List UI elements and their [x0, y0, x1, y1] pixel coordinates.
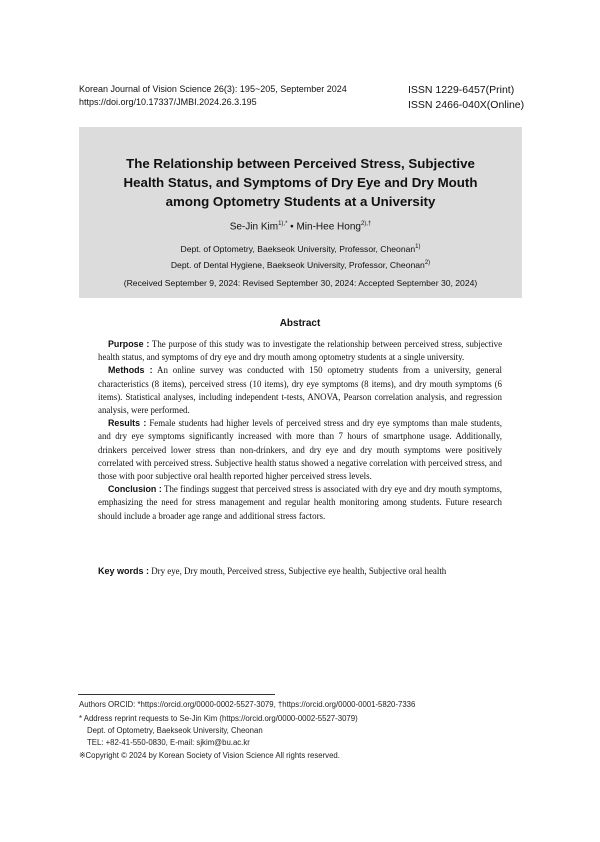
- author-2: Min-Hee Hong: [296, 221, 361, 233]
- paper-title: [79, 154, 522, 211]
- submission-dates: (Received September 9, 2024: Revised September 30, 2024: Accepted September 30, 2024): [123, 278, 478, 288]
- results-label: Results :: [108, 418, 147, 429]
- affiliation-2: [79, 260, 522, 270]
- conclusion-label: Conclusion :: [108, 484, 162, 495]
- doi-link[interactable]: https://doi.org/10.17337/JMBI.2024.26.3.195: [79, 97, 257, 107]
- author-2-sup: 2),†: [360, 221, 372, 227]
- affiliation-1-text: Dept. of Optometry, Baekseok University, Professor, Cheonan: [180, 244, 416, 254]
- author-1-sup: 1),*: [278, 221, 288, 227]
- abstract-results: [98, 417, 502, 483]
- footnote-contact: TEL: +82-41-550-0830, E-mail: sjkim@bu.ac.kr: [87, 738, 250, 747]
- purpose-text: The purpose of this study was to investigate the relationship between perceived stress, subjective health status, and symptoms of dry eye and dry mouth among optometry students at a single university.: [98, 339, 503, 363]
- affiliation-1: [79, 244, 522, 254]
- abstract-purpose: [98, 338, 502, 364]
- issn-block: [408, 83, 524, 113]
- abstract-body: [98, 338, 502, 523]
- author-1: Se-Jin Kim: [229, 221, 279, 233]
- title-line-3: among Optometry Students at a University: [165, 194, 436, 209]
- title-line-1: The Relationship between Perceived Stress, Subjective: [126, 156, 475, 171]
- methods-label: Methods :: [108, 365, 153, 376]
- author-line: [79, 221, 522, 232]
- keywords-label: Key words :: [98, 566, 150, 576]
- issn-online: ISSN 2466-040X(Online): [408, 99, 525, 111]
- purpose-label: Purpose :: [108, 339, 150, 349]
- abstract-heading: Abstract: [279, 318, 321, 329]
- conclusion-text: The findings suggest that perceived stress is associated with dry eye and dry mouth symptoms, emphasizing the need for stress management and regular health monitoring among students. Future research should include a broader age range and additional stress factors.: [98, 484, 502, 521]
- footnote-divider: [78, 694, 275, 695]
- keywords-text: Dry eye, Dry mouth, Perceived stress, Subjective eye health, Subjective oral health: [149, 566, 447, 576]
- affiliation-2-text: Dept. of Dental Hygiene, Baekseok University, Professor, Cheonan: [170, 260, 425, 270]
- title-line-2: Health Status, and Symptoms of Dry Eye and Dry Mouth: [123, 175, 478, 190]
- author-separator: •: [287, 221, 297, 233]
- results-text: Female students had higher levels of perceived stress and dry eye symptoms than male students, and dry eye symptoms significantly increased with more than 7 hours of smartphone usage. Additionally, drinkers perceived lower stress than non-drinkers, and dry eye and dry mouth symptoms were positively correlated with perceived stress. Subjective health status showed a negative correlation with perceived stress, and those with poor subjective oral health reported higher perceived stress levels.: [98, 418, 503, 482]
- footnote-orcid: Authors ORCID: *https://orcid.org/0000-0002-5527-3079, †https://orcid.org/0000-0001-5820-7336: [79, 700, 416, 709]
- methods-text: An online survey was conducted with 150 optometry students from a university, general characteristics (8 items), perceived stress (10 items), dry eye symptoms (8 items), and dry mouth symptoms (6 items). Statistical analyses, including independent t-tests, ANOVA, Pearson correlation analysis, and regression analysis, were performed.: [98, 365, 503, 416]
- footnote-copyright: ※Copyright © 2024 by Korean Society of Vision Science All rights reserved.: [79, 751, 340, 760]
- issn-print: ISSN 1229-6457(Print): [408, 84, 515, 96]
- abstract-methods: [98, 364, 502, 417]
- journal-line: Korean Journal of Vision Science 26(3): 195~205, September 2024: [79, 84, 347, 94]
- journal-citation: [79, 83, 347, 109]
- footnote-dept: Dept. of Optometry, Baekseok University, Cheonan: [87, 726, 263, 735]
- title-box: [79, 127, 522, 298]
- affiliation-2-sup: 2): [424, 260, 431, 267]
- footnote-reprint: * Address reprint requests to Se-Jin Kim (https://orcid.org/0000-0002-5527-3079): [79, 714, 358, 723]
- affiliation-1-sup: 1): [415, 244, 421, 251]
- abstract-conclusion: [98, 483, 502, 523]
- keywords: [98, 566, 502, 576]
